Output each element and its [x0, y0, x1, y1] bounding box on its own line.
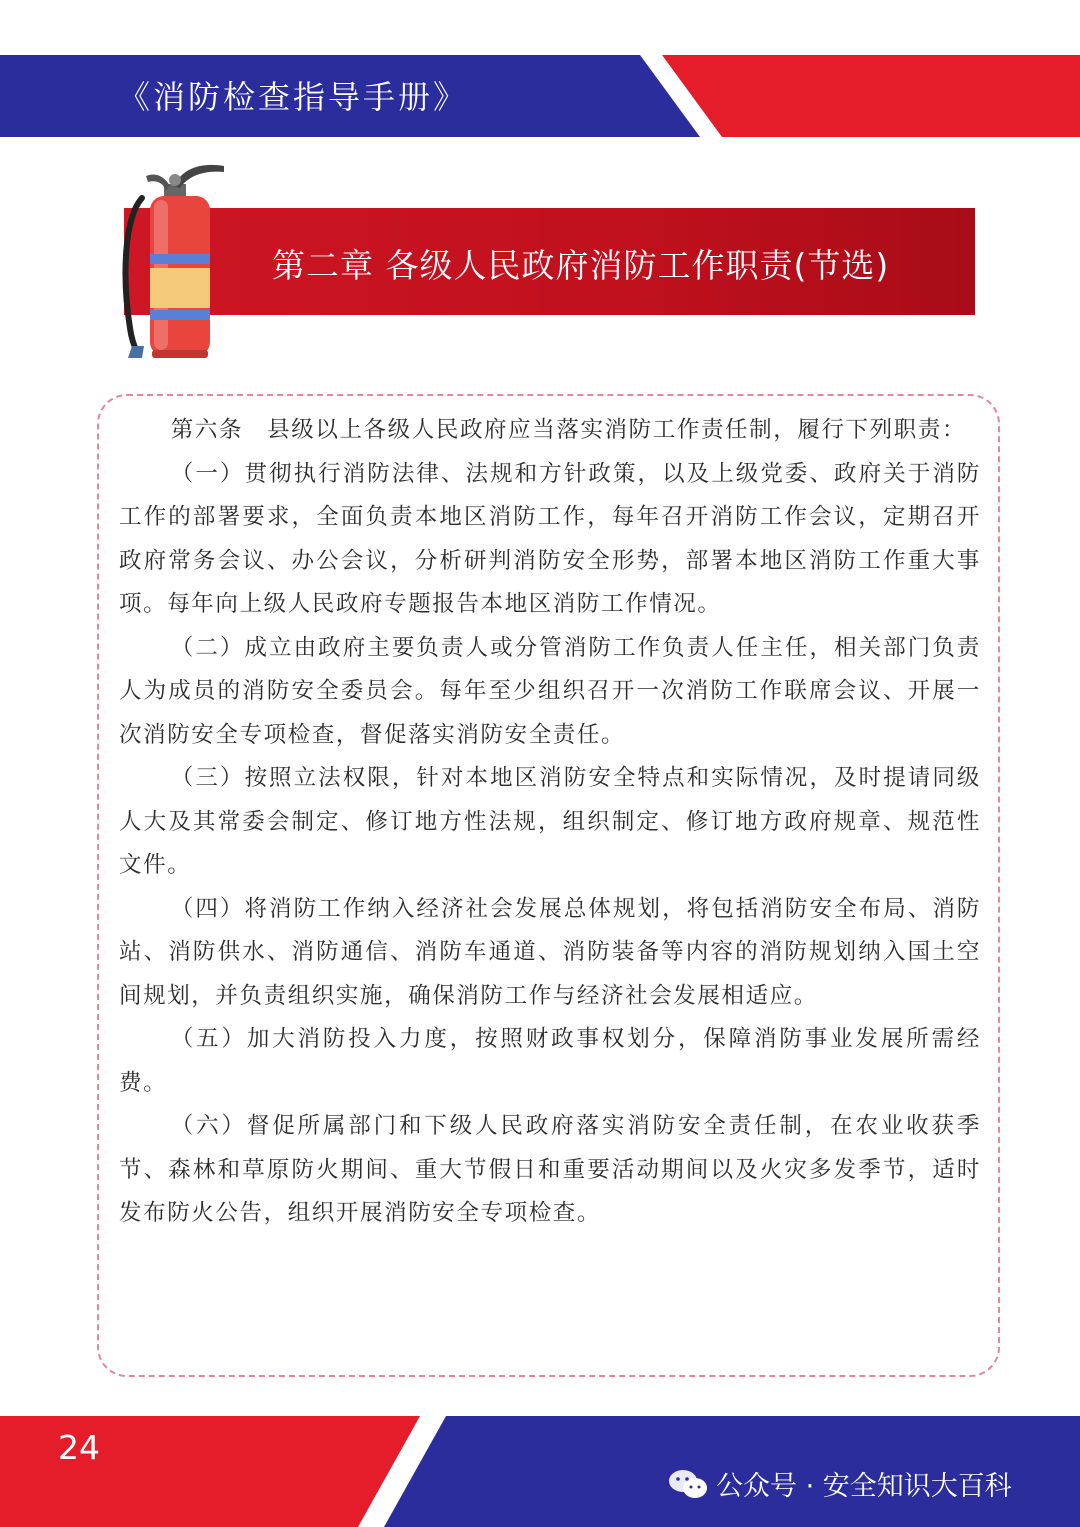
chapter-title: 第二章 各级人民政府消防工作职责(节选)	[272, 246, 890, 285]
clause-1: （一）贯彻执行消防法律、法规和方针政策，以及上级党委、政府关于消防工作的部署要求，全面负责本地区消防工作，每年召开消防工作会议，定期召开政府常务会议、办公会议，分析研判消防安全形势，部署本地区消防工作重大事项。每年向上级人民政府专题报告本地区消防工作情况。	[119, 460, 981, 617]
article-text	[119, 409, 981, 1236]
book-title: 《消防检查指导手册》	[118, 78, 469, 116]
watermark	[668, 1464, 1012, 1503]
clause-4: （四）将消防工作纳入经济社会发展总体规划，将包括消防安全布局、消防站、消防供水、消防通信、消防车通道、消防装备等内容的消防规划纳入国土空间规划，并负责组织实施，确保消防工作与经济社会发展相适应。	[119, 895, 981, 1009]
clause-3: （三）按照立法权限，针对本地区消防安全特点和实际情况，及时提请同级人大及其常委会制定、修订地方性法规，组织制定、修订地方政府规章、规范性文件。	[119, 765, 981, 878]
clause-5: （五）加大消防投入力度，按照财政事权划分，保障消防事业发展所需经费。	[119, 1026, 981, 1096]
clause-2: （二）成立由政府主要负责人或分管消防工作负责人任主任，相关部门负责人为成员的消防安全委员会。每年至少组织召开一次消防工作联席会议、开展一次消防安全专项检查，督促落实消防安全责任。	[119, 634, 981, 748]
fire-extinguisher-icon	[112, 158, 232, 363]
article-heading: 第六条 县级以上各级人民政府应当落实消防工作责任制，履行下列职责：	[170, 417, 967, 443]
wechat-icon	[668, 1468, 708, 1500]
watermark-text: 公众号 · 安全知识大百科	[716, 1471, 1012, 1502]
clause-6: （六）督促所属部门和下级人民政府落实消防安全责任制，在农业收获季节、森林和草原防火期间、重大节假日和重要活动期间以及火灾多发季节，适时发布防火公告，组织开展消防安全专项检查。	[119, 1113, 981, 1226]
page-number: 24	[58, 1428, 100, 1467]
